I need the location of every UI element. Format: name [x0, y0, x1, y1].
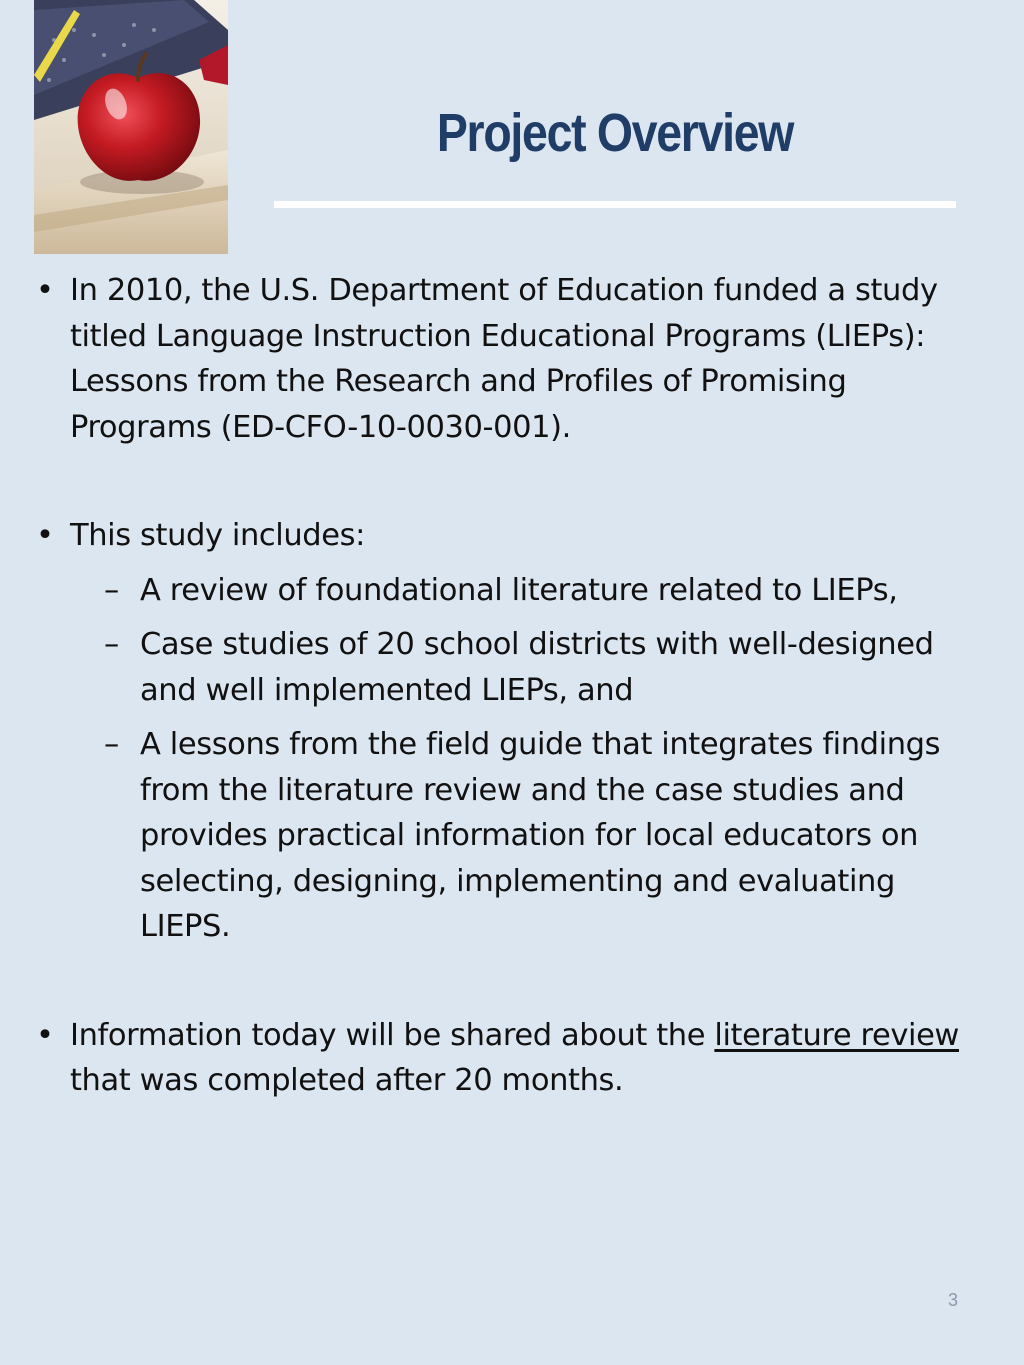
sub-item-text: Case studies of 20 school districts with well-designed and well implemented LIEPs, and: [140, 627, 934, 708]
dash-marker: –: [104, 627, 119, 662]
bullet-item: [36, 513, 976, 559]
page-number: 3: [947, 1290, 958, 1310]
slide-body: [36, 268, 976, 1104]
bullet-marker: •: [36, 1017, 54, 1053]
dash-marker: –: [104, 572, 119, 608]
slide-title: Project Overview: [436, 103, 794, 163]
apple-on-desk-photo: [34, 0, 228, 254]
dash-marker: –: [104, 727, 119, 762]
sub-item-text: A lessons from the field guide that integrates findings from the literature review and the case studies and provides practical information for local educators on selecting, designing, implementing and evaluating LIEPS.: [140, 727, 941, 944]
literature-review-underlined-text: literature review: [714, 1017, 959, 1053]
bullet-text: This study includes:: [70, 518, 365, 553]
sub-item: [104, 568, 976, 614]
sub-item: [104, 622, 976, 713]
bullet-marker: •: [36, 518, 54, 553]
bullet-item: [36, 268, 976, 450]
bullet-text-prefix: Information today will be shared about the: [70, 1017, 715, 1053]
bullet-item: [36, 1013, 976, 1104]
sub-list: [36, 568, 976, 950]
bullet-text: In 2010, the U.S. Department of Education funded a study titled Language Instruction Educational Programs (LIEPs): Lessons from the Research and Profiles of Promising Programs (ED-CFO-10-0030-001).: [70, 273, 938, 445]
bullet-marker: •: [36, 273, 54, 308]
sub-item: [104, 722, 976, 950]
sub-item-text: A review of foundational literature related to LIEPs,: [140, 572, 898, 608]
bullet-text-suffix: that was completed after 20 months.: [70, 1063, 624, 1098]
title-divider: [274, 201, 956, 208]
